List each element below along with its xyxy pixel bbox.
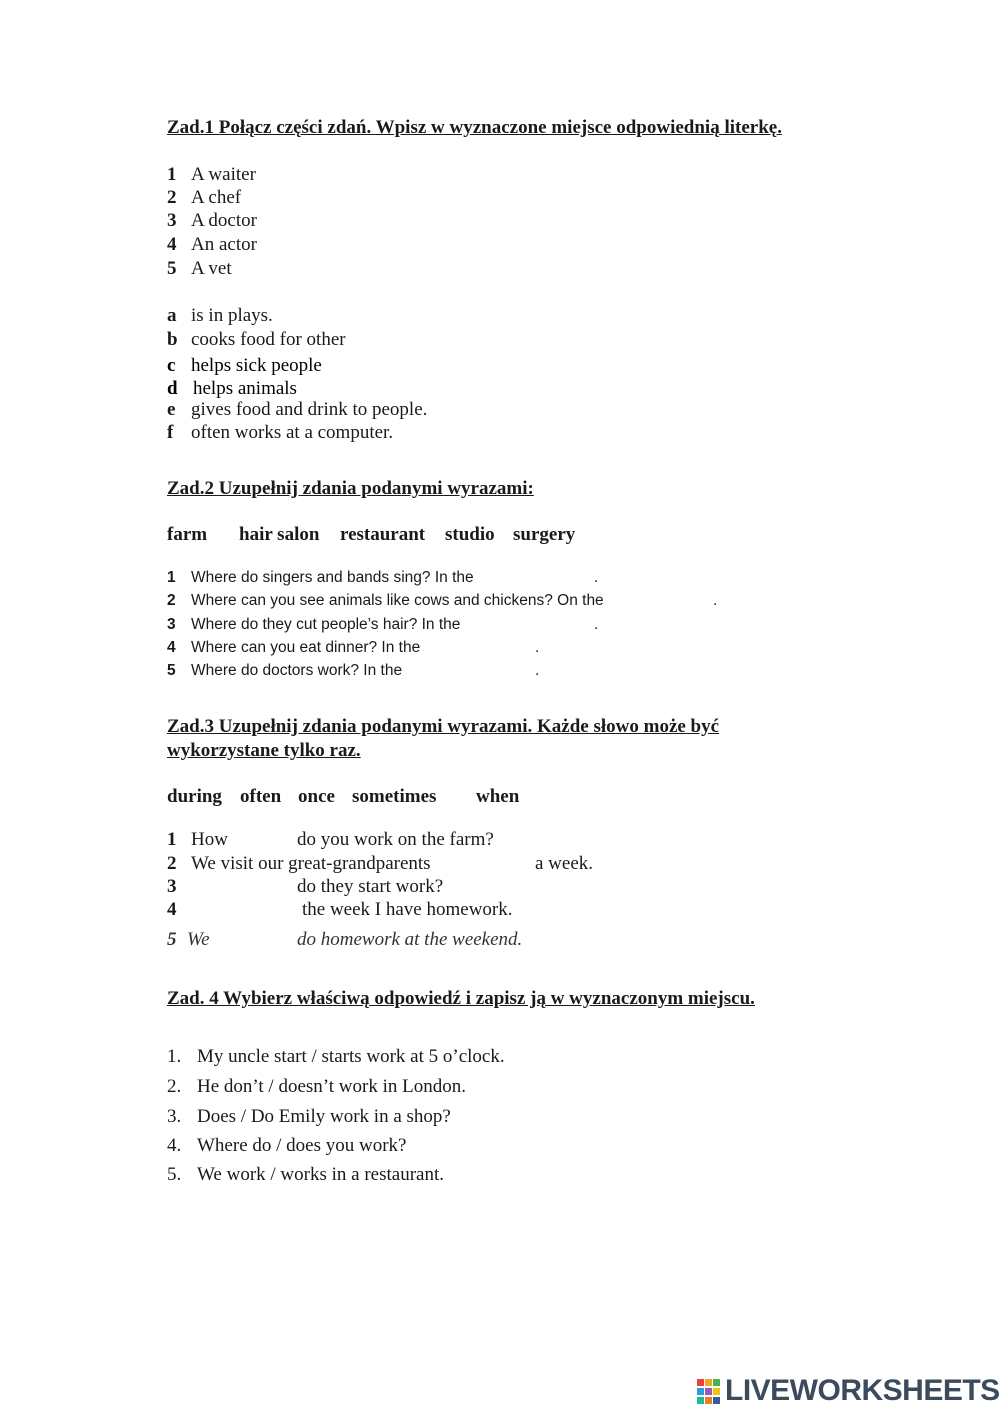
task2-heading: Zad.2 Uzupełnij zdania podanymi wyrazami: [167,478,534,499]
list-item: f often works at a computer. [167,422,394,443]
sentence-end: . [535,662,540,679]
logo-text: LIVEWORKSHEETS [725,1374,1000,1407]
list-item: 4 [167,899,177,920]
task3-heading-line1: Zad.3 Uzupełnij zdania podanymi wyrazami. Każde słowo może być [167,716,720,737]
sentence-end: . [713,592,718,609]
wordbank-word: sometimes [352,786,437,807]
list-item: a is in plays. [167,305,273,326]
wordbank-word: studio [445,524,495,545]
liveworksheets-logo[interactable] [697,1374,1000,1410]
list-item: 2 We visit our great-grandparents [167,853,431,874]
list-item: 4 An actor [167,234,257,255]
sentence-end: . [594,569,599,586]
list-item: 2 A chef [167,187,242,208]
list-item: 5. We work / works in a restaurant. [167,1164,444,1185]
wordbank-word: restaurant [340,524,426,545]
sentence-continuation: the week I have homework. [302,899,513,920]
task3-wordbank [0,786,1000,810]
list-item: 2. He don’t / doesn’t work in London. [167,1076,466,1097]
sentence-continuation: do homework at the weekend. [297,929,523,950]
wordbank-word: farm [167,524,208,545]
list-item: 3 [167,876,177,897]
list-item: 5 We [167,929,210,950]
wordbank-word: often [240,786,282,807]
sentence-continuation: do they start work? [297,876,444,897]
sentence-end: . [594,616,599,633]
wordbank-word: during [167,786,222,807]
task4-heading: Zad. 4 Wybierz właściwą odpowiedź i zapisz ją w wyznaczonym miejscu. [167,988,755,1009]
list-item: 5 A vet [167,258,232,279]
list-item: 4 Where can you eat dinner? In the [167,639,421,656]
wordbank-word: once [298,786,335,807]
list-item: 5 Where do doctors work? In the [167,662,403,679]
list-item: b cooks food for other [167,329,346,350]
list-item: 2 Where can you see animals like cows and chickens? On the [167,592,604,609]
task2-wordbank [0,524,1000,548]
wordbank-word: when [476,786,520,807]
wordbank-word: surgery [513,524,576,545]
list-item: 4. Where do / does you work? [167,1135,407,1156]
list-item: 3. Does / Do Emily work in a shop? [167,1106,451,1127]
list-item: 1. My uncle start / starts work at 5 o’clock. [167,1046,505,1067]
list-item: 3 A doctor [167,210,257,231]
list-item: c helps sick people [167,355,322,376]
sentence-end: . [535,639,540,656]
list-item: 1 Where do singers and bands sing? In the [167,569,474,586]
list-item: 1 A waiter [167,164,256,185]
list-item: d helps animals [167,378,297,399]
wordbank-word: hair salon [239,524,320,545]
task1-heading: Zad.1 Połącz części zdań. Wpisz w wyznaczone miejsce odpowiednią literkę. [167,117,782,138]
task3-heading-line2: wykorzystane tylko raz. [167,740,361,761]
sentence-continuation: a week. [535,853,594,874]
liveworksheets-logo-icon [697,1379,721,1405]
list-item: 3 Where do they cut people’s hair? In the [167,616,461,633]
list-item: 1 How [167,829,228,850]
sentence-continuation: do you work on the farm? [297,829,494,850]
list-item: e gives food and drink to people. [167,399,428,420]
